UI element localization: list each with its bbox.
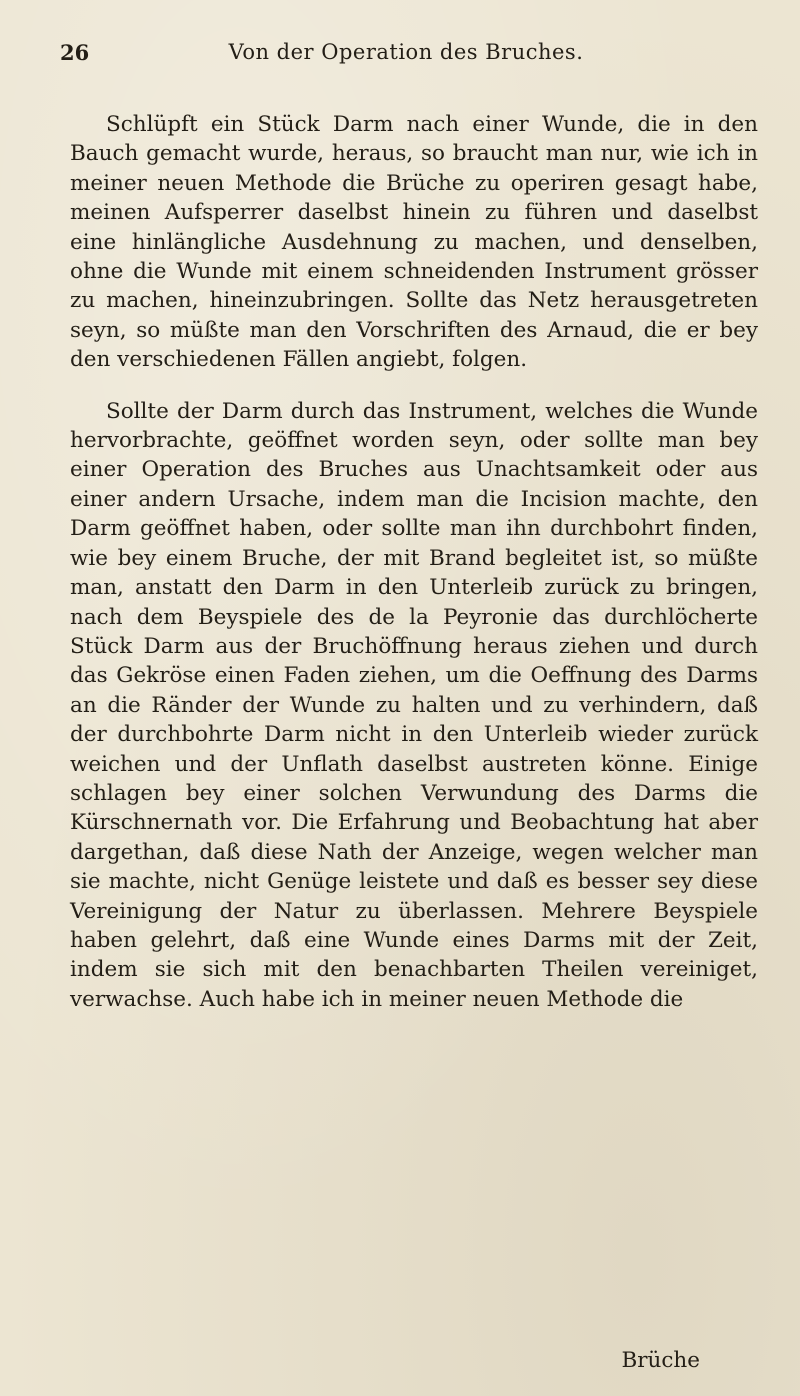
page-header	[60, 40, 752, 80]
paragraph-1: Schlüpft ein Stück Darm nach einer Wunde, die in den Bauch gemacht wurde, heraus, so braucht man nur, wie ich in meiner neuen Methode die Brüche zu operiren gesagt habe, meinen Aufsperrer daselbst hinein zu führen und daselbst eine hinlängliche Ausdehnung zu machen, und denselben, ohne die Wunde mit einem schneidenden Instrument grösser zu machen, hineinzubringen. Sollte das Netz herausgetreten seyn, so müßte man den Vorschriften des Arnaud, die er bey den verschiedenen Fällen angiebt, folgen.	[70, 112, 758, 373]
body-text	[70, 110, 758, 1014]
page-number: 26	[60, 40, 90, 65]
paragraph-2: Sollte der Darm durch das Instrument, welches die Wunde hervorbrachte, geöffnet worden seyn, oder sollte man bey einer Operation des Bruches aus Unachtsamkeit oder aus einer andern Ursache, indem man die Incision machte, den Darm geöffnet haben, oder sollte man ihn durchbohrt finden, wie bey einem Bruche, der mit Brand begleitet ist, so müßte man, anstatt den Darm in den Unterleib zurück zu bringen, nach dem Beyspiele des de la Peyronie das durchlöcherte Stück Darm aus der Bruchöffnung heraus ziehen und durch das Gekröse einen Faden ziehen, um die Oeffnung des Darms an die Ränder der Wunde zu halten und zu verhindern, daß der durchbohrte Darm nicht in den Unterleib wieder zurück weichen und der Unflath daselbst austreten könne. Einige schlagen bey einer solchen Verwundung des Darms die Kürschnernath vor. Die Erfahrung und Beobachtung hat aber dargethan, daß diese Nath der Anzeige, wegen welcher man sie machte, nicht Genüge leistete und daß es besser sey diese Vereinigung der Natur zu überlassen. Mehrere Beyspiele haben gelehrt, daß eine Wunde eines Darms mit der Zeit, indem sie sich mit den benachbarten Theilen vereiniget, verwachse. Auch habe ich in meiner neuen Methode die	[70, 398, 758, 1012]
catchword: Brüche	[621, 1348, 700, 1373]
running-head: Von der Operation des Bruches.	[228, 40, 584, 64]
